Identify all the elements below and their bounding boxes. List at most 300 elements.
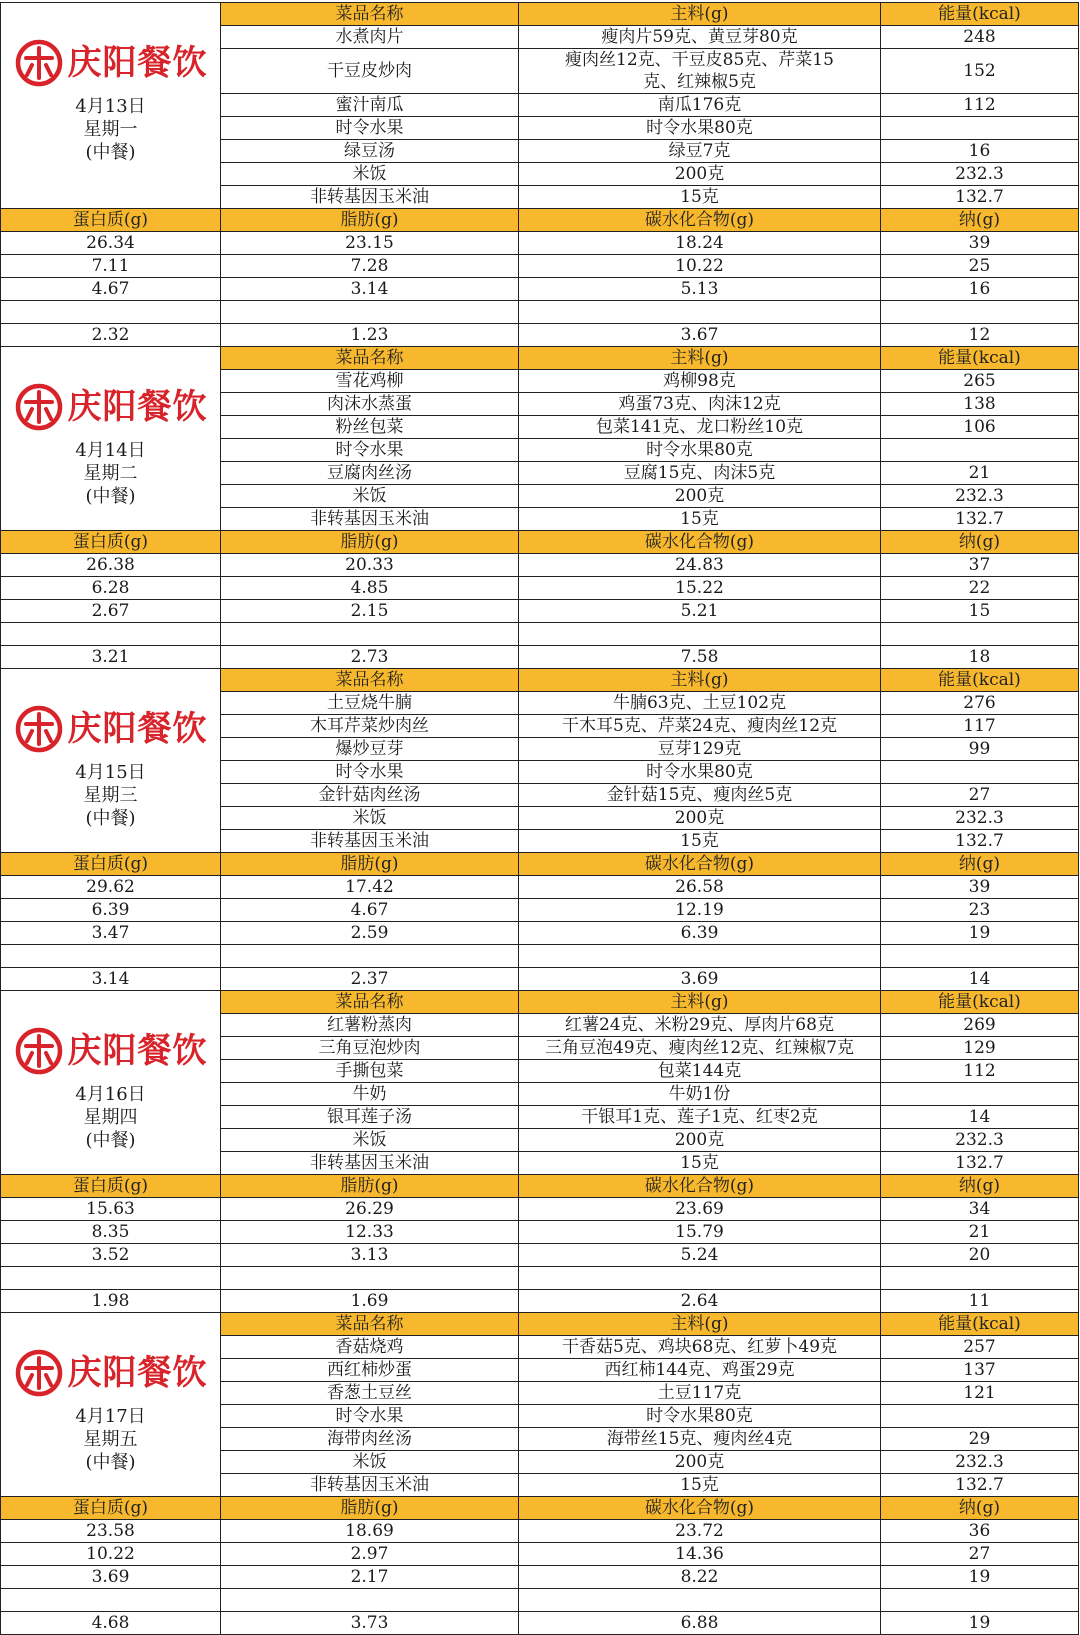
day-info-cell <box>1 1313 221 1497</box>
protein-value: 3.14 <box>1 968 221 991</box>
nutrient-row <box>1 278 1079 301</box>
fat-value: 4.67 <box>221 899 519 922</box>
sodium-value: 36 <box>881 1520 1079 1543</box>
fat-value: 2.59 <box>221 922 519 945</box>
protein-value: 3.52 <box>1 1244 221 1267</box>
protein-value: 15.63 <box>1 1198 221 1221</box>
fat-value <box>221 301 519 324</box>
day-date: 4月17日 <box>75 1406 146 1427</box>
dish-energy: 132.7 <box>881 186 1079 209</box>
nutrient-row <box>1 232 1079 255</box>
header-dish-name: 菜品名称 <box>221 1313 519 1336</box>
dish-ingredients: 牛奶1份 <box>519 1083 881 1106</box>
protein-value <box>1 301 221 324</box>
dish-header-row <box>1 3 1079 26</box>
dish-energy: 99 <box>881 738 1079 761</box>
day-label <box>1 439 220 508</box>
sodium-value: 19 <box>881 1566 1079 1589</box>
dish-ingredients: 干木耳5克、芹菜24克、瘦肉丝12克 <box>519 715 881 738</box>
fat-value: 26.29 <box>221 1198 519 1221</box>
sodium-value: 34 <box>881 1198 1079 1221</box>
nutrient-row <box>1 945 1079 968</box>
header-dish-name: 菜品名称 <box>221 347 519 370</box>
dish-energy: 132.7 <box>881 1152 1079 1175</box>
dish-ingredients: 瘦肉片59克、黄豆芽80克 <box>519 26 881 49</box>
fat-value: 2.15 <box>221 600 519 623</box>
carbs-value: 8.22 <box>519 1566 881 1589</box>
nutrient-row <box>1 554 1079 577</box>
brand-name: 庆阳餐饮 <box>67 1353 208 1393</box>
nutrient-row <box>1 968 1079 991</box>
dish-energy: 152 <box>881 49 1079 94</box>
protein-value: 2.67 <box>1 600 221 623</box>
day-info-cell <box>1 991 221 1175</box>
dish-energy: 106 <box>881 416 1079 439</box>
dish-energy: 265 <box>881 370 1079 393</box>
nutrient-row <box>1 1589 1079 1612</box>
dish-energy: 129 <box>881 1037 1079 1060</box>
header-sodium: 纳(g) <box>881 1175 1079 1198</box>
brand-logo <box>1 33 220 93</box>
day-weekday: 星期三 <box>83 785 138 806</box>
sodium-value: 27 <box>881 1543 1079 1566</box>
protein-value <box>1 945 221 968</box>
day-label <box>1 1083 220 1152</box>
header-ingredients: 主料(g) <box>519 1313 881 1336</box>
protein-value: 4.67 <box>1 278 221 301</box>
header-carbs: 碳水化合物(g) <box>519 531 881 554</box>
logo-emblem-icon <box>14 704 64 754</box>
protein-value: 3.69 <box>1 1566 221 1589</box>
fat-value: 2.17 <box>221 1566 519 1589</box>
header-energy: 能量(kcal) <box>881 669 1079 692</box>
dish-ingredients: 200克 <box>519 485 881 508</box>
sodium-value <box>881 1267 1079 1290</box>
header-carbs: 碳水化合物(g) <box>519 209 881 232</box>
dish-ingredients: 时令水果80克 <box>519 117 881 140</box>
day-meal: (中餐) <box>85 1452 136 1473</box>
sodium-value: 19 <box>881 922 1079 945</box>
dish-energy <box>881 761 1079 784</box>
fat-value: 1.69 <box>221 1290 519 1313</box>
dish-energy: 121 <box>881 1382 1079 1405</box>
dish-name: 银耳莲子汤 <box>221 1106 519 1129</box>
dish-energy: 232.3 <box>881 485 1079 508</box>
protein-value: 8.35 <box>1 1221 221 1244</box>
dish-ingredients: 鸡蛋73克、肉沫12克 <box>519 393 881 416</box>
day-weekday: 星期二 <box>83 463 138 484</box>
dish-name: 干豆皮炒肉 <box>221 49 519 94</box>
dish-energy <box>881 1405 1079 1428</box>
dish-name: 非转基因玉米油 <box>221 830 519 853</box>
dish-energy: 276 <box>881 692 1079 715</box>
brand-logo <box>1 1021 220 1081</box>
logo-emblem-icon <box>14 1026 64 1076</box>
fat-value: 20.33 <box>221 554 519 577</box>
nutrient-row <box>1 876 1079 899</box>
dish-energy: 27 <box>881 784 1079 807</box>
dish-ingredients: 包菜144克 <box>519 1060 881 1083</box>
carbs-value: 12.19 <box>519 899 881 922</box>
dish-energy <box>881 117 1079 140</box>
header-fat: 脂肪(g) <box>221 1175 519 1198</box>
dish-energy: 138 <box>881 393 1079 416</box>
header-dish-name: 菜品名称 <box>221 991 519 1014</box>
header-protein: 蛋白质(g) <box>1 1175 221 1198</box>
protein-value: 6.28 <box>1 577 221 600</box>
sodium-value <box>881 301 1079 324</box>
carbs-value: 10.22 <box>519 255 881 278</box>
dish-ingredients: 西红柿144克、鸡蛋29克 <box>519 1359 881 1382</box>
dish-name: 粉丝包菜 <box>221 416 519 439</box>
carbs-value: 24.83 <box>519 554 881 577</box>
dish-ingredients: 15克 <box>519 508 881 531</box>
carbs-value: 23.72 <box>519 1520 881 1543</box>
header-energy: 能量(kcal) <box>881 1313 1079 1336</box>
sodium-value <box>881 623 1079 646</box>
dish-name: 非转基因玉米油 <box>221 508 519 531</box>
dish-name: 爆炒豆芽 <box>221 738 519 761</box>
nutrient-row <box>1 255 1079 278</box>
dish-name: 蜜汁南瓜 <box>221 94 519 117</box>
brand-name: 庆阳餐饮 <box>67 709 208 749</box>
dish-name: 时令水果 <box>221 1405 519 1428</box>
dish-name: 牛奶 <box>221 1083 519 1106</box>
carbs-value: 23.69 <box>519 1198 881 1221</box>
dish-energy: 257 <box>881 1336 1079 1359</box>
dish-ingredients: 红薯24克、米粉29克、厚肉片68克 <box>519 1014 881 1037</box>
dish-energy: 269 <box>881 1014 1079 1037</box>
nutrient-row <box>1 577 1079 600</box>
sodium-value: 25 <box>881 255 1079 278</box>
dish-name: 时令水果 <box>221 117 519 140</box>
fat-value: 18.69 <box>221 1520 519 1543</box>
dish-name: 木耳芹菜炒肉丝 <box>221 715 519 738</box>
dish-ingredients: 瘦肉丝12克、干豆皮85克、芹菜15克、红辣椒5克 <box>519 49 881 94</box>
carbs-value: 5.21 <box>519 600 881 623</box>
header-protein: 蛋白质(g) <box>1 531 221 554</box>
nutrient-row <box>1 899 1079 922</box>
sodium-value: 39 <box>881 232 1079 255</box>
day-weekday: 星期四 <box>83 1107 138 1128</box>
protein-value <box>1 623 221 646</box>
fat-value <box>221 623 519 646</box>
header-sodium: 纳(g) <box>881 1497 1079 1520</box>
sodium-value: 21 <box>881 1221 1079 1244</box>
brand-logo <box>1 377 220 437</box>
dish-name: 米饭 <box>221 1451 519 1474</box>
nutrient-header-row <box>1 1175 1079 1198</box>
day-meal: (中餐) <box>85 808 136 829</box>
protein-value: 29.62 <box>1 876 221 899</box>
dish-ingredients: 15克 <box>519 186 881 209</box>
dish-ingredients: 200克 <box>519 807 881 830</box>
dish-name: 时令水果 <box>221 439 519 462</box>
dish-name: 非转基因玉米油 <box>221 186 519 209</box>
sodium-value: 15 <box>881 600 1079 623</box>
nutrient-row <box>1 623 1079 646</box>
day-info-cell <box>1 669 221 853</box>
nutrient-row <box>1 646 1079 669</box>
header-carbs: 碳水化合物(g) <box>519 853 881 876</box>
dish-energy <box>881 439 1079 462</box>
header-fat: 脂肪(g) <box>221 1497 519 1520</box>
fat-value: 4.85 <box>221 577 519 600</box>
dish-name: 香葱土豆丝 <box>221 1382 519 1405</box>
header-carbs: 碳水化合物(g) <box>519 1497 881 1520</box>
carbs-value: 3.67 <box>519 324 881 347</box>
protein-value: 2.32 <box>1 324 221 347</box>
dish-ingredients: 豆芽129克 <box>519 738 881 761</box>
dish-ingredients: 时令水果80克 <box>519 439 881 462</box>
brand-name: 庆阳餐饮 <box>67 1031 208 1071</box>
header-ingredients: 主料(g) <box>519 347 881 370</box>
day-meal: (中餐) <box>85 486 136 507</box>
dish-energy: 16 <box>881 140 1079 163</box>
dish-name: 手撕包菜 <box>221 1060 519 1083</box>
header-dish-name: 菜品名称 <box>221 3 519 26</box>
dish-header-row <box>1 347 1079 370</box>
protein-value: 3.21 <box>1 646 221 669</box>
header-fat: 脂肪(g) <box>221 531 519 554</box>
protein-value: 7.11 <box>1 255 221 278</box>
day-weekday: 星期五 <box>83 1429 138 1450</box>
sodium-value: 14 <box>881 968 1079 991</box>
fat-value: 17.42 <box>221 876 519 899</box>
dish-ingredients: 15克 <box>519 1474 881 1497</box>
dish-header-row <box>1 991 1079 1014</box>
dish-name: 米饭 <box>221 485 519 508</box>
brand-logo <box>1 1343 220 1403</box>
protein-value: 3.47 <box>1 922 221 945</box>
dish-name: 米饭 <box>221 807 519 830</box>
header-energy: 能量(kcal) <box>881 347 1079 370</box>
dish-ingredients: 200克 <box>519 163 881 186</box>
dish-ingredients: 干银耳1克、莲子1克、红枣2克 <box>519 1106 881 1129</box>
dish-name: 绿豆汤 <box>221 140 519 163</box>
dish-energy: 29 <box>881 1428 1079 1451</box>
carbs-value: 18.24 <box>519 232 881 255</box>
dish-energy: 232.3 <box>881 1451 1079 1474</box>
dish-energy: 232.3 <box>881 163 1079 186</box>
dish-energy <box>881 1083 1079 1106</box>
day-date: 4月13日 <box>75 96 146 117</box>
carbs-value: 3.69 <box>519 968 881 991</box>
dish-name: 金针菇肉丝汤 <box>221 784 519 807</box>
protein-value: 4.68 <box>1 1612 221 1635</box>
weekly-menu-table <box>0 2 1079 1635</box>
dish-ingredients: 鸡柳98克 <box>519 370 881 393</box>
dish-energy: 14 <box>881 1106 1079 1129</box>
sodium-value: 16 <box>881 278 1079 301</box>
fat-value: 2.97 <box>221 1543 519 1566</box>
dish-name: 米饭 <box>221 163 519 186</box>
dish-ingredients: 时令水果80克 <box>519 1405 881 1428</box>
carbs-value: 2.64 <box>519 1290 881 1313</box>
header-ingredients: 主料(g) <box>519 669 881 692</box>
dish-ingredients: 海带丝15克、瘦肉丝4克 <box>519 1428 881 1451</box>
fat-value: 3.13 <box>221 1244 519 1267</box>
fat-value: 1.23 <box>221 324 519 347</box>
dish-ingredients: 200克 <box>519 1129 881 1152</box>
nutrient-row <box>1 1221 1079 1244</box>
nutrient-row <box>1 1520 1079 1543</box>
dish-ingredients: 200克 <box>519 1451 881 1474</box>
carbs-value: 5.13 <box>519 278 881 301</box>
header-protein: 蛋白质(g) <box>1 1497 221 1520</box>
fat-value: 3.73 <box>221 1612 519 1635</box>
logo-emblem-icon <box>14 382 64 432</box>
dish-energy: 112 <box>881 94 1079 117</box>
nutrient-row <box>1 1566 1079 1589</box>
nutrient-row <box>1 600 1079 623</box>
carbs-value <box>519 623 881 646</box>
dish-energy: 232.3 <box>881 1129 1079 1152</box>
dish-ingredients: 包菜141克、龙口粉丝10克 <box>519 416 881 439</box>
day-meal: (中餐) <box>85 1130 136 1151</box>
dish-ingredients: 豆腐15克、肉沫5克 <box>519 462 881 485</box>
fat-value <box>221 1267 519 1290</box>
brand-logo <box>1 699 220 759</box>
day-date: 4月15日 <box>75 762 146 783</box>
protein-value: 1.98 <box>1 1290 221 1313</box>
dish-energy: 21 <box>881 462 1079 485</box>
nutrient-row <box>1 1198 1079 1221</box>
dish-ingredients: 土豆117克 <box>519 1382 881 1405</box>
dish-ingredients: 15克 <box>519 1152 881 1175</box>
protein-value <box>1 1589 221 1612</box>
day-date: 4月14日 <box>75 440 146 461</box>
header-protein: 蛋白质(g) <box>1 209 221 232</box>
dish-ingredients: 干香菇5克、鸡块68克、红萝卜49克 <box>519 1336 881 1359</box>
header-ingredients: 主料(g) <box>519 3 881 26</box>
dish-energy: 248 <box>881 26 1079 49</box>
nutrient-header-row <box>1 1497 1079 1520</box>
sodium-value: 39 <box>881 876 1079 899</box>
sodium-value: 12 <box>881 324 1079 347</box>
carbs-value <box>519 945 881 968</box>
dish-ingredients: 绿豆7克 <box>519 140 881 163</box>
nutrient-header-row <box>1 531 1079 554</box>
fat-value: 3.14 <box>221 278 519 301</box>
sodium-value: 23 <box>881 899 1079 922</box>
day-info-cell <box>1 347 221 531</box>
dish-ingredients: 15克 <box>519 830 881 853</box>
dish-energy: 132.7 <box>881 508 1079 531</box>
carbs-value: 6.39 <box>519 922 881 945</box>
protein-value <box>1 1267 221 1290</box>
header-sodium: 纳(g) <box>881 531 1079 554</box>
nutrient-row <box>1 1543 1079 1566</box>
header-ingredients: 主料(g) <box>519 991 881 1014</box>
nutrient-row <box>1 1290 1079 1313</box>
carbs-value: 15.22 <box>519 577 881 600</box>
dish-name: 时令水果 <box>221 761 519 784</box>
protein-value: 26.38 <box>1 554 221 577</box>
dish-name: 非转基因玉米油 <box>221 1474 519 1497</box>
carbs-value: 7.58 <box>519 646 881 669</box>
carbs-value: 6.88 <box>519 1612 881 1635</box>
sodium-value: 20 <box>881 1244 1079 1267</box>
dish-name: 三角豆泡炒肉 <box>221 1037 519 1060</box>
carbs-value <box>519 1589 881 1612</box>
dish-ingredients: 南瓜176克 <box>519 94 881 117</box>
sodium-value <box>881 945 1079 968</box>
header-energy: 能量(kcal) <box>881 3 1079 26</box>
carbs-value: 26.58 <box>519 876 881 899</box>
dish-name: 水煮肉片 <box>221 26 519 49</box>
nutrient-header-row <box>1 853 1079 876</box>
dish-name: 海带肉丝汤 <box>221 1428 519 1451</box>
dish-energy: 112 <box>881 1060 1079 1083</box>
carbs-value: 14.36 <box>519 1543 881 1566</box>
dish-ingredients: 三角豆泡49克、瘦肉丝12克、红辣椒7克 <box>519 1037 881 1060</box>
dish-energy: 137 <box>881 1359 1079 1382</box>
sodium-value <box>881 1589 1079 1612</box>
day-info-cell <box>1 3 221 209</box>
nutrient-row <box>1 1612 1079 1635</box>
dish-name: 西红柿炒蛋 <box>221 1359 519 1382</box>
day-label <box>1 761 220 830</box>
nutrient-row <box>1 324 1079 347</box>
fat-value <box>221 945 519 968</box>
carbs-value <box>519 301 881 324</box>
logo-emblem-icon <box>14 1348 64 1398</box>
dish-energy: 232.3 <box>881 807 1079 830</box>
header-energy: 能量(kcal) <box>881 991 1079 1014</box>
dish-ingredients: 金针菇15克、瘦肉丝5克 <box>519 784 881 807</box>
day-meal: (中餐) <box>85 142 136 163</box>
brand-name: 庆阳餐饮 <box>67 43 208 83</box>
sodium-value: 18 <box>881 646 1079 669</box>
dish-name: 土豆烧牛腩 <box>221 692 519 715</box>
sodium-value: 19 <box>881 1612 1079 1635</box>
header-fat: 脂肪(g) <box>221 853 519 876</box>
sodium-value: 11 <box>881 1290 1079 1313</box>
logo-emblem-icon <box>14 38 64 88</box>
header-sodium: 纳(g) <box>881 209 1079 232</box>
fat-value: 2.37 <box>221 968 519 991</box>
nutrient-row <box>1 922 1079 945</box>
day-label <box>1 95 220 164</box>
protein-value: 6.39 <box>1 899 221 922</box>
nutrient-header-row <box>1 209 1079 232</box>
fat-value: 7.28 <box>221 255 519 278</box>
fat-value <box>221 1589 519 1612</box>
day-label <box>1 1405 220 1474</box>
dish-header-row <box>1 1313 1079 1336</box>
header-fat: 脂肪(g) <box>221 209 519 232</box>
dish-energy: 117 <box>881 715 1079 738</box>
dish-energy: 132.7 <box>881 830 1079 853</box>
protein-value: 23.58 <box>1 1520 221 1543</box>
carbs-value: 15.79 <box>519 1221 881 1244</box>
carbs-value: 5.24 <box>519 1244 881 1267</box>
dish-header-row <box>1 669 1079 692</box>
header-dish-name: 菜品名称 <box>221 669 519 692</box>
dish-name: 豆腐肉丝汤 <box>221 462 519 485</box>
protein-value: 10.22 <box>1 1543 221 1566</box>
nutrient-row <box>1 301 1079 324</box>
nutrient-row <box>1 1267 1079 1290</box>
dish-name: 香菇烧鸡 <box>221 1336 519 1359</box>
header-protein: 蛋白质(g) <box>1 853 221 876</box>
dish-name: 肉沫水蒸蛋 <box>221 393 519 416</box>
dish-energy: 132.7 <box>881 1474 1079 1497</box>
dish-name: 雪花鸡柳 <box>221 370 519 393</box>
day-date: 4月16日 <box>75 1084 146 1105</box>
fat-value: 12.33 <box>221 1221 519 1244</box>
